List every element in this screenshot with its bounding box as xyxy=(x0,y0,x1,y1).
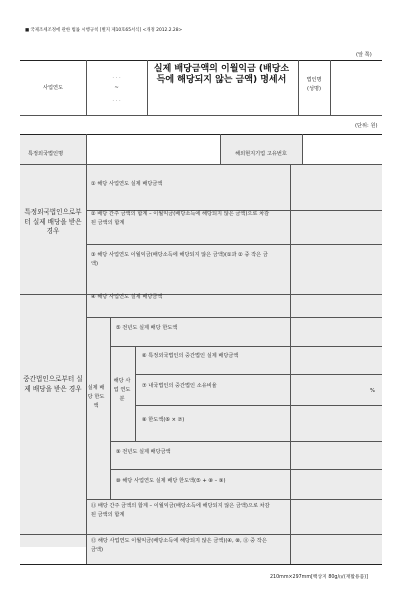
page-marker: (앞 쪽) xyxy=(356,52,372,58)
sub-period-label: 해당 사업 연도분 xyxy=(113,378,131,403)
limit-label: 실제 배당 한도액 xyxy=(87,385,105,410)
item-6: ⑥ 특정외국법인의 중간법인 실제 배당금액 xyxy=(142,353,239,359)
unit-label: (단위: 원) xyxy=(355,123,378,129)
item-10: ⑩ 해당 사업연도 실제 배당 한도액(⑤ + ⑧ – ⑨) xyxy=(116,478,226,484)
item-8: ⑧ 한도액(⑥ × ⑦) xyxy=(142,417,185,423)
main-table xyxy=(20,134,382,564)
date-tilde: ~ xyxy=(114,85,119,91)
item-12: ⑫ 해당 사업연도 이월익금(배당소득에 해당되지 않은 금액)(④, ⑩, ⑪ 중 작은 금액) xyxy=(91,538,267,554)
date-start: . . . xyxy=(112,74,121,80)
item-3: ③ 해당 사업연도 이월익금(배당소득에 해당되지 않은 금액)(①과 ② 중 작은 금액) xyxy=(91,252,268,268)
item-4: ④ 해당 사업연도 실제 배당금액 xyxy=(91,294,163,300)
paper-spec: 210mm×297mm[백상지 80g/㎡(재활용품)] xyxy=(270,575,369,580)
section2-label: 중간법인으로부터 실제 배당을 받은 경우 xyxy=(23,375,83,393)
item-7: ⑦ 내국법인의 중간법인 소유비율 xyxy=(142,383,217,389)
item-5: ⑤ 전년도 실제 배당 한도액 xyxy=(116,325,178,331)
year-label: 사업연도 xyxy=(42,85,64,91)
item-2: ② 배당 간주 금액의 합계 – 이월익금(배당소득에 해당되지 않은 금액)으로 차감된 금액의 합계 xyxy=(91,211,270,227)
document-title: 실제 배당금액의 이월익금 (배당소득에 해당되지 않는 금액) 명세서 xyxy=(153,64,290,86)
item-7-unit: % xyxy=(370,388,375,394)
item-9: ⑨ 전년도 실제 배당금액 xyxy=(116,449,171,455)
section1-label: 특정외국법인으로부터 실제 배당을 받은 경우 xyxy=(24,208,82,236)
date-end: . . . xyxy=(112,97,121,103)
foreign-corp-name-label: 특정외국법인명 xyxy=(28,151,64,157)
item-11: ⑪ 배당 간주 금액의 합계 – 이월익금(배당소득에 해당되지 않은 금액)으로 차감된 금액의 합계 xyxy=(91,503,270,519)
form-reference: ■ 국제조세조정에 관한 법률 시행규칙 [별지 제10호65서식] <개정 2012.2.28> xyxy=(25,28,183,33)
corp-name-label: 법인명 (성명) xyxy=(306,77,322,93)
item-1: ① 해당 사업연도 실제 배당금액 xyxy=(91,181,163,187)
local-company-id-label: 해외현지기업 고유번호 xyxy=(235,151,287,157)
